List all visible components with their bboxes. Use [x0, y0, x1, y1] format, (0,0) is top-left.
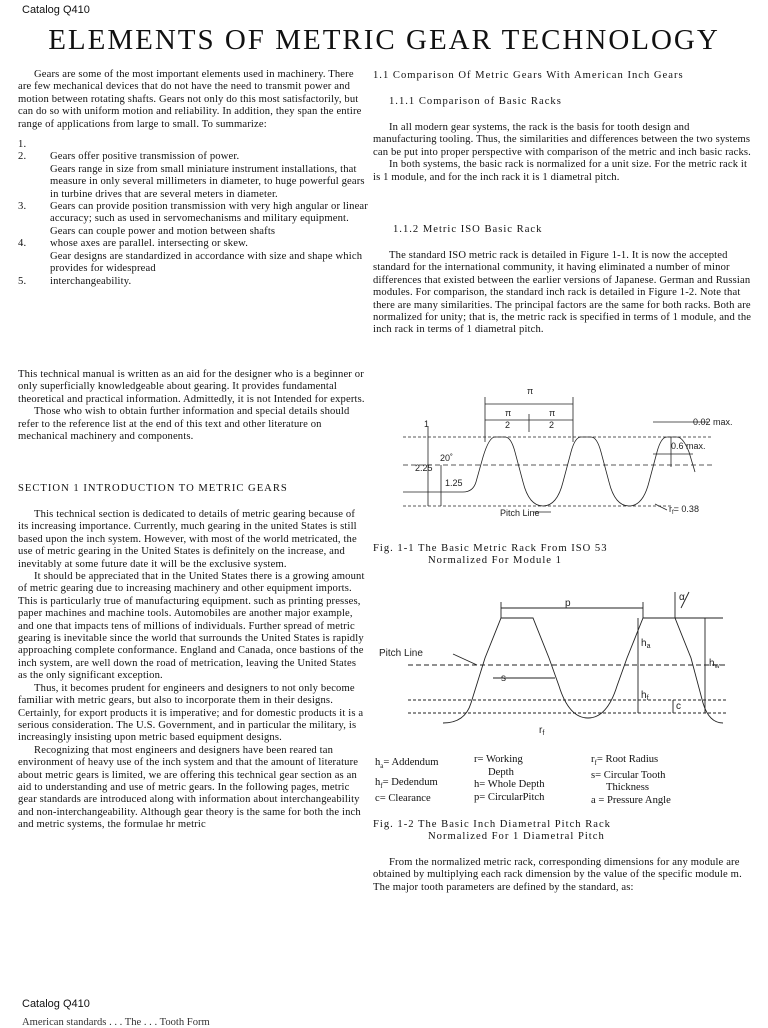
- left-column: [18, 69, 368, 288]
- svg-text:rf= 0.38: [669, 504, 699, 516]
- legend-item: r= Working: [474, 754, 523, 765]
- svg-text:hf: [641, 690, 649, 702]
- manual-paragraph: Those who wish to obtain further information and special details should refer to the reference list at the end of this text and other literature on mechanical machinery and components.: [18, 406, 350, 443]
- fig1-one: 1: [424, 419, 430, 429]
- legend-item: h= Whole Depth: [474, 779, 545, 791]
- list-item: Gear designs are standardized in accordance with size and shape which provides for widespread: [50, 250, 363, 275]
- racks-paragraph: In all modern gear systems, the rack is the basis for tooth design and manufacturing tooling. Thus, the similarities and differences between the two systems can be put into proper perspective with comparison of the metric and inch basic racks.: [373, 122, 751, 158]
- cut-off-text: American standards . . . The . . . Tooth Form: [22, 1017, 210, 1028]
- manual-paragraph: This technical manual is written as an aid for the designer who is a beginner or only superficially knowledgeable about gearing. It provides fundamental theoretical and practical information. Admittedly, it is not Intended for experts.: [18, 369, 365, 405]
- heading-1-1: 1.1 Comparison Of Metric Gears With American Inch Gears: [373, 70, 684, 81]
- legend-col-3: [591, 754, 671, 807]
- fig2-p: p: [565, 598, 571, 609]
- fig2-hw-sub: w: [714, 663, 720, 670]
- heading-1-1-1: 1.1.1 Comparison of Basic Racks: [389, 96, 562, 107]
- section-paragraph: Thus, it becomes prudent for engineers and designers to not only become familiar with metric gears, but also to incorporate them in their designs. Certainly, for export products it is imperative; and for domestic products it is a serious consideration. The U.S. Government, and in particular the military, is increasingly insisting upon metric based equipment designs.: [18, 682, 364, 744]
- legend-item: $h_f=$ Dedendum: [375, 776, 438, 790]
- manual-section: [18, 369, 368, 443]
- list-item: Gears range in size from small miniature instrument installations, that measure in only several millimeters in diameter, to huge powerful gears in turbine drives that are several meters in diameter.: [50, 163, 365, 200]
- fig2-rf: r: [539, 725, 543, 736]
- racks-paragraph: In both systems, the basic rack is normalized for a unit size. For the metric rack it is 1 module, and for the inch rack it is 1 diametral pitch.: [373, 159, 748, 183]
- catalog-footer: Catalog Q410: [22, 998, 90, 1010]
- normalized-paragraph: From the normalized metric rack, corresponding dimensions for any module are obtained by multiplying each rack dimension by the value of the specific module m. The major tooth parameters are defined by the standard, as:: [373, 857, 742, 893]
- section-paragraph: This technical section is dedicated to details of metric gearing because of its increasing importance. Currently, much gearing in the united States is still based upon the inch system. However, with most of the world metricated, the use of metric gearing in the United States is definitely on the increase, and inevitably at some future date it will be the exclusive system.: [18, 509, 357, 570]
- svg-text:ha: [641, 638, 651, 650]
- advantages-list: [18, 139, 368, 288]
- fig1-pi-half-num: π: [505, 408, 512, 418]
- fig1-max-002: 0.02 max.: [693, 417, 733, 427]
- section-paragraph: It should be appreciated that in the United States there is a growing amount of metric gearing due to increasing machinery and other equipment imports. This is particularly true of manufacturing equipment. such as printing presses, paper machines and machine tools. Automobiles are another major example, and one that impacts tens of millions of individuals. Further spread of metric gearing is inevitable since the world that surrounds the United States is rapidly approaching complete conformance. England and Canada, once bastions of the inch system, are well down the road of metrication, leaving the United States as the only significant exception.: [18, 571, 365, 682]
- racks-text: [373, 122, 753, 184]
- catalog-header: Catalog Q410: [22, 4, 90, 16]
- list-item: 4. whose axes are parallel. intersecting or skew.: [18, 238, 249, 250]
- fig2-caption-line: Normalized For 1 Diametral Pitch: [428, 831, 605, 843]
- fig2-hf-sub: f: [646, 695, 649, 702]
- fig1-pitch-line: Pitch Line: [500, 508, 540, 518]
- fig2-caption: [373, 819, 753, 844]
- intro-paragraph: Gears are some of the most important elements used in machinery. There are few mechanical devices that do not have the need to transmit power and motion between rotating shafts. Gears not only do this most satisfactorily, but can do so with uniform motion and reliability. In addition, they span the entire range of applications from large to small. To summarize:: [18, 69, 362, 130]
- list-item: 1.: [18, 139, 27, 151]
- list-item: Gears can couple power and motion between shafts: [50, 225, 276, 237]
- fig1-rf: r: [669, 504, 672, 514]
- section-paragraph: Recognizing that most engineers and designers have been reared tan environment of heavy use of the inch system and that the amount of literature about metric gears is limited, we are offering this technical gear section as an aid to understanding and use of metric gears. In the following pages, metric gear standards are introduced along with information about interchangeability and non-interchangeability. Although gear theory is the same for both the inch and metric systems, the formulae hr metric: [18, 744, 361, 831]
- svg-text:hw: [709, 658, 721, 670]
- metric-rack-figure: [373, 382, 753, 532]
- iso-paragraph: The standard ISO metric rack is detailed in Figure 1-1. It is now the accepted standard for the international community, it having eliminated a number of minor differences that existed between the earlier versions of Japanese. German and Russian modules. For comparison, the standard inch rack is detailed in Figure 1-2. Note that there are many similarities. The principal factors are the same for both racks. Both are normalized for unity; that is, the metric rack is specified in terms of 1 module, and the inch rack in terms of 1 diametral pitch.: [373, 250, 752, 336]
- list-item: 5. interchangeability.: [18, 275, 132, 287]
- fig1-max-06: 0.6 max.: [671, 441, 706, 451]
- heading-1-1-2: 1.1.2 Metric ISO Basic Rack: [393, 224, 543, 235]
- legend-item: Depth: [488, 766, 514, 778]
- iso-text: [373, 250, 753, 337]
- legend-item: c= Clearance: [375, 793, 431, 805]
- fig1-rf-sub: f: [672, 510, 674, 516]
- fig2-caption-line: Fig. 1-2 The Basic Inch Diametral Pitch Rack: [373, 819, 611, 830]
- fig2-rf-sub: f: [542, 730, 545, 737]
- fig2-alpha: α: [679, 592, 685, 603]
- page-title: ELEMENTS OF METRIC GEAR TECHNOLOGY: [48, 24, 720, 56]
- legend-item: $h_a=$ Addendum: [375, 757, 439, 771]
- list-item: 3. Gears can provide position transmission with very high angular or linear accuracy; such as used in servomechanisms and military equipment.: [18, 201, 368, 225]
- fig2-pitch-line: Pitch Line: [379, 648, 423, 659]
- legend-item: a = Pressure Angle: [591, 794, 671, 806]
- fig2-ha-sub: a: [646, 643, 651, 650]
- section-heading: SECTION 1 INTRODUCTION TO METRIC GEARS: [18, 483, 288, 494]
- legend-item: Thickness: [606, 782, 649, 794]
- list-item: 2. Gears offer positive transmission of power.: [18, 151, 240, 163]
- fig2-s: s: [501, 673, 506, 684]
- fig2-c: c: [676, 701, 681, 712]
- fig1-pi-label: π: [527, 386, 534, 396]
- fig1-125: 1.25: [445, 478, 463, 488]
- legend-item: $r_f=$ Root Radius: [591, 754, 659, 768]
- legend-col-1: [375, 757, 439, 806]
- fig2-ha: h: [641, 638, 647, 649]
- fig1-pi-half-den-2: 2: [549, 420, 555, 430]
- fig1-pi-half-num-2: π: [549, 408, 556, 418]
- fig1-rf-val: = 0.38: [673, 504, 699, 514]
- svg-text:rf: [539, 725, 544, 737]
- legend-item: s= Circular Tooth: [591, 769, 666, 781]
- normalized-text: [373, 857, 753, 894]
- fig2-hw: h: [709, 658, 715, 669]
- fig1-caption-line: Fig. 1-1 The Basic Metric Rack From ISO 53: [373, 543, 608, 554]
- inch-rack-figure: [373, 588, 753, 738]
- legend-col-2: [474, 754, 545, 804]
- fig1-angle: 20˚: [440, 453, 454, 463]
- fig1-caption-line: Normalized For Module 1: [428, 555, 562, 567]
- fig1-225: 2.25: [415, 463, 433, 473]
- fig1-pi-half-den: 2: [505, 420, 511, 430]
- fig1-caption: [373, 543, 753, 568]
- fig2-hf: h: [641, 690, 647, 701]
- section-body: [18, 509, 368, 832]
- legend-item: p= CircularPitch: [474, 791, 545, 803]
